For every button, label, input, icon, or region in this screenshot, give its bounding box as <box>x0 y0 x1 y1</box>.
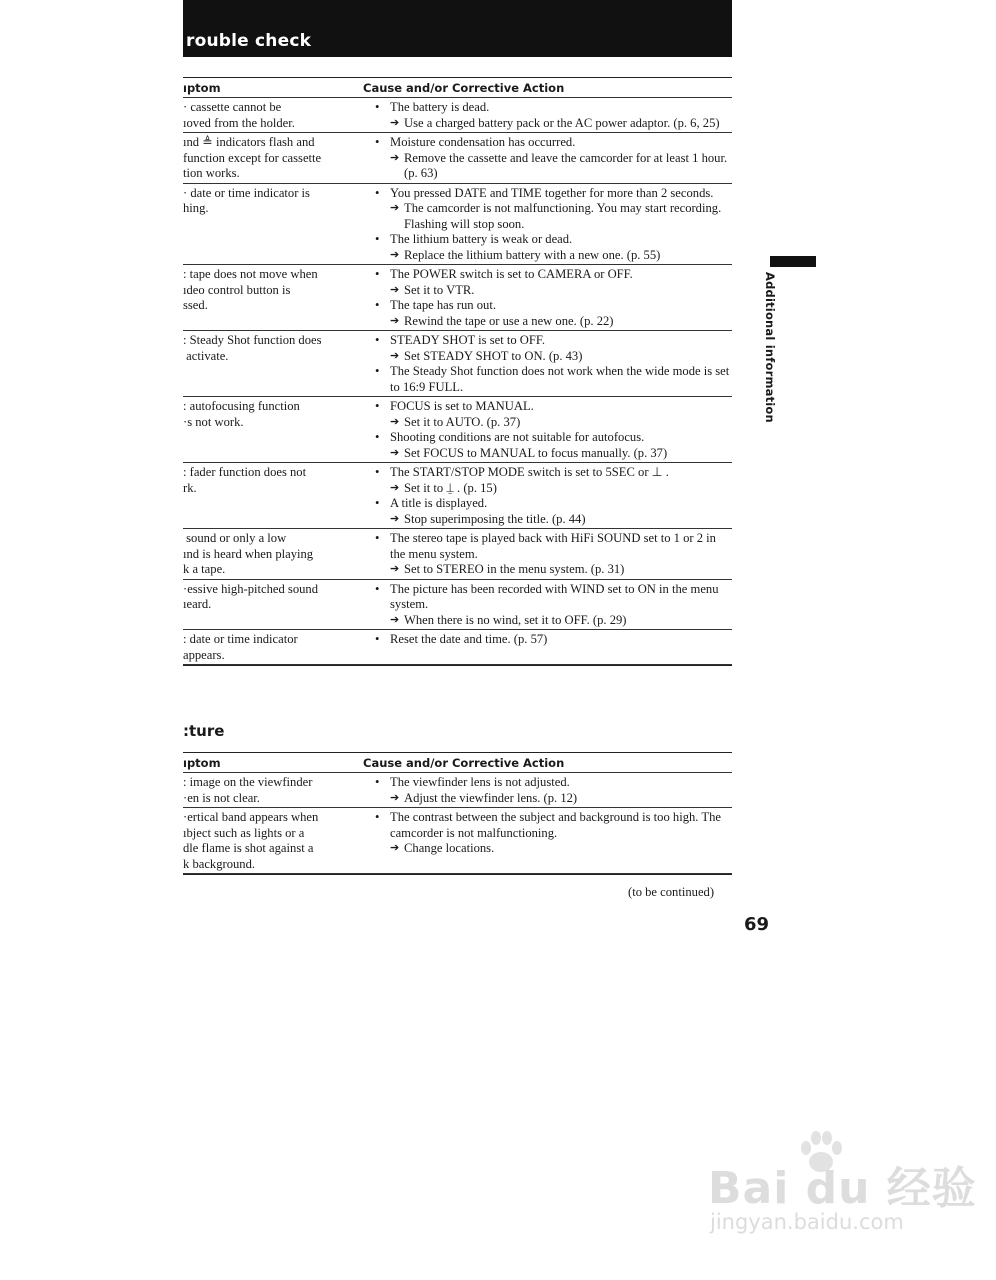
cause-column-header: Cause and/or Corrective Action <box>363 755 565 770</box>
bullet-icon: • <box>375 496 380 510</box>
cause-cell <box>363 186 732 264</box>
table-row <box>183 773 732 808</box>
table-row <box>183 184 732 266</box>
cause-text: Set STEADY SHOT to ON. (p. 43) <box>404 348 583 363</box>
cause-text: The lithium battery is weak or dead. <box>390 232 573 246</box>
cause-item <box>363 364 732 395</box>
picture-troubleshooting-table <box>183 752 732 875</box>
watermark-brand: Bai du 经验 <box>708 1163 977 1214</box>
cause-text: The camcorder is not malfunctioning. You may start recording. Flashing will stop soon. <box>404 201 722 231</box>
continued-note: (to be continued) <box>628 885 715 899</box>
symptom-cell: : autofocusing function ·s not work. <box>183 399 300 429</box>
cause-text: Remove the cassette and leave the camcorder for at least 1 hour. (p. 63) <box>404 150 728 180</box>
page-number: 69 <box>744 914 770 935</box>
cause-text: Use a charged battery pack or the AC power adaptor. (p. 6, 25) <box>404 115 720 130</box>
corrective-action <box>363 415 732 431</box>
corrective-action <box>363 841 732 857</box>
cause-text: Set it to VTR. <box>404 282 475 297</box>
table-row <box>183 529 732 580</box>
table-header-row <box>183 78 732 98</box>
cause-text: The POWER switch is set to CAMERA or OFF. <box>390 267 633 281</box>
bullet-icon: • <box>375 185 380 200</box>
cause-text: Rewind the tape or use a new one. (p. 22) <box>404 313 614 328</box>
symptom-cell: : fader function does not rk. <box>183 465 307 495</box>
cause-text: Adjust the viewfinder lens. (p. 12) <box>404 790 578 805</box>
arrow-right-icon: ➔ <box>390 481 400 494</box>
cause-item <box>363 531 732 562</box>
cause-text: STEADY SHOT is set to OFF. <box>390 333 546 347</box>
cause-item <box>363 399 732 415</box>
symptom-cell: ·essive high-pitched sound ıeard. <box>183 581 319 611</box>
cause-text: Set to STEREO in the menu system. (p. 31) <box>404 562 625 576</box>
cause-cell <box>363 531 732 578</box>
cause-cell <box>363 465 732 527</box>
corrective-action <box>363 314 732 330</box>
table-row <box>183 397 732 463</box>
corrective-action <box>363 248 732 264</box>
corrective-action <box>363 283 732 299</box>
cause-item <box>363 100 732 116</box>
cause-text: You pressed DATE and TIME together for more than 2 seconds. <box>390 185 714 200</box>
corrective-action <box>363 613 732 629</box>
cause-item <box>363 775 732 791</box>
table-row <box>183 133 732 184</box>
watermark-url: jingyan.baidu.com <box>710 1210 904 1234</box>
corrective-action <box>363 201 732 232</box>
cause-item <box>363 810 732 841</box>
arrow-right-icon: ➔ <box>390 151 400 164</box>
arrow-right-icon: ➔ <box>390 116 400 129</box>
corrective-action <box>363 481 732 497</box>
cause-item <box>363 430 732 446</box>
troubleshooting-table <box>183 77 732 666</box>
bullet-icon: • <box>375 531 380 545</box>
cause-cell <box>363 399 732 461</box>
cause-item <box>363 186 732 202</box>
arrow-right-icon: ➔ <box>390 415 400 428</box>
bullet-icon: • <box>375 333 380 347</box>
bullet-icon: • <box>375 430 380 444</box>
page-title: rouble check <box>186 31 312 51</box>
corrective-action <box>363 512 732 528</box>
cause-cell <box>363 775 732 806</box>
symptom-cell: sound or only a low ınd is heard when playing k a tape. <box>183 531 314 576</box>
cause-cell <box>363 582 732 629</box>
symptom-cell: · date or time indicator is hing. <box>183 185 310 215</box>
cause-cell <box>363 632 732 663</box>
cause-text: Set it to ⍊ . (p. 15) <box>404 480 497 495</box>
corrective-action <box>363 791 732 807</box>
cause-text: Moisture condensation has occurred. <box>390 135 576 149</box>
symptom-cell: ·ertical band appears when ıbject such as lights or a dle flame is shot against a k background. <box>183 810 319 871</box>
cause-item <box>363 582 732 613</box>
bullet-icon: • <box>375 100 380 114</box>
table-bottom-rule <box>183 874 732 875</box>
symptom-column-header: ıptom <box>183 80 221 95</box>
bullet-icon: • <box>375 775 380 789</box>
corrective-action <box>363 562 732 578</box>
table-header-row <box>183 753 732 773</box>
cause-item <box>363 135 732 151</box>
side-section-label: Additional information <box>763 272 777 423</box>
cause-text: The battery is dead. <box>390 100 490 114</box>
table-row <box>183 580 732 631</box>
table-row <box>183 265 732 331</box>
table-row <box>183 808 732 874</box>
cause-text: Shooting conditions are not suitable for autofocus. <box>390 430 645 444</box>
bullet-icon: • <box>375 267 380 281</box>
bullet-icon: • <box>375 298 380 312</box>
arrow-right-icon: ➔ <box>390 202 400 214</box>
cause-text: The contrast between the subject and background is too high. The camcorder is not malfunctioning. <box>390 810 721 840</box>
cause-cell <box>363 100 732 131</box>
arrow-right-icon: ➔ <box>390 791 400 804</box>
bullet-icon: • <box>375 135 380 149</box>
arrow-right-icon: ➔ <box>390 563 400 575</box>
bullet-icon: • <box>375 810 380 824</box>
symptom-column-header: ıptom <box>183 755 221 770</box>
cause-item <box>363 496 732 512</box>
table-row <box>183 463 732 529</box>
arrow-right-icon: ➔ <box>390 248 400 261</box>
corrective-action <box>363 151 732 182</box>
arrow-right-icon: ➔ <box>390 446 400 459</box>
cause-text: The viewfinder lens is not adjusted. <box>390 775 570 789</box>
cause-cell <box>363 267 732 329</box>
cause-text: Reset the date and time. (p. 57) <box>390 632 548 646</box>
bullet-icon: • <box>375 232 380 246</box>
arrow-right-icon: ➔ <box>390 842 400 854</box>
watermark <box>700 1128 977 1248</box>
bullet-icon: • <box>375 364 380 378</box>
symptom-cell: : Steady Shot function does activate. <box>183 333 322 363</box>
arrow-right-icon: ➔ <box>390 512 400 525</box>
table-row <box>183 98 732 133</box>
bullet-icon: • <box>375 399 380 413</box>
cause-text: When there is no wind, set it to OFF. (p. 29) <box>404 612 627 627</box>
cause-cell <box>363 135 732 182</box>
arrow-right-icon: ➔ <box>390 349 400 362</box>
cause-cell <box>363 810 732 872</box>
bullet-icon: • <box>375 632 380 646</box>
cause-text: The START/STOP MODE switch is set to 5SEC or ⊥ . <box>390 465 669 479</box>
cause-text: Set FOCUS to MANUAL to focus manually. (p. 37) <box>404 445 668 460</box>
cause-text: The Steady Shot function does not work when the wide mode is set to 16:9 FULL. <box>390 364 730 394</box>
arrow-right-icon: ➔ <box>390 314 400 327</box>
cause-item <box>363 632 732 648</box>
cause-column-header: Cause and/or Corrective Action <box>363 80 565 95</box>
table-bottom-rule <box>183 665 732 666</box>
cause-cell <box>363 333 732 395</box>
bullet-icon: • <box>375 465 380 479</box>
symptom-cell: : date or time indicator appears. <box>183 632 298 662</box>
arrow-right-icon: ➔ <box>390 613 400 626</box>
cause-text: The tape has run out. <box>390 298 496 312</box>
cause-text: A title is displayed. <box>390 496 488 510</box>
corrective-action <box>363 349 732 365</box>
bullet-icon: • <box>375 581 380 596</box>
table-row <box>183 630 732 665</box>
cause-text: Stop superimposing the title. (p. 44) <box>404 511 586 526</box>
cause-text: Replace the lithium battery with a new one. (p. 55) <box>404 247 661 262</box>
cause-text: The picture has been recorded with WIND set to ON in the menu system. <box>390 581 719 611</box>
cause-item <box>363 232 732 248</box>
symptom-cell: · cassette cannot be ıoved from the holder. <box>183 100 295 130</box>
cause-text: The stereo tape is played back with HiFi SOUND set to 1 or 2 in the menu system. <box>390 531 716 561</box>
cause-item <box>363 465 732 481</box>
arrow-right-icon: ➔ <box>390 283 400 296</box>
symptom-cell: : tape does not move when ıdeo control button is ssed. <box>183 267 318 312</box>
table-row <box>183 331 732 397</box>
cause-text: FOCUS is set to MANUAL. <box>390 399 534 413</box>
cause-item <box>363 267 732 283</box>
corrective-action <box>363 446 732 462</box>
cause-text: Change locations. <box>404 841 495 855</box>
side-tab-marker <box>770 256 816 267</box>
section-heading: :ture <box>183 722 225 740</box>
corrective-action <box>363 116 732 132</box>
cause-item <box>363 298 732 314</box>
cause-item <box>363 333 732 349</box>
cause-text: Set it to AUTO. (p. 37) <box>404 414 521 429</box>
symptom-cell: : image on the viewfinder ·en is not clear. <box>183 775 313 805</box>
symptom-cell: ınd ≜ indicators flash and function except for cassette tion works. <box>183 135 322 180</box>
